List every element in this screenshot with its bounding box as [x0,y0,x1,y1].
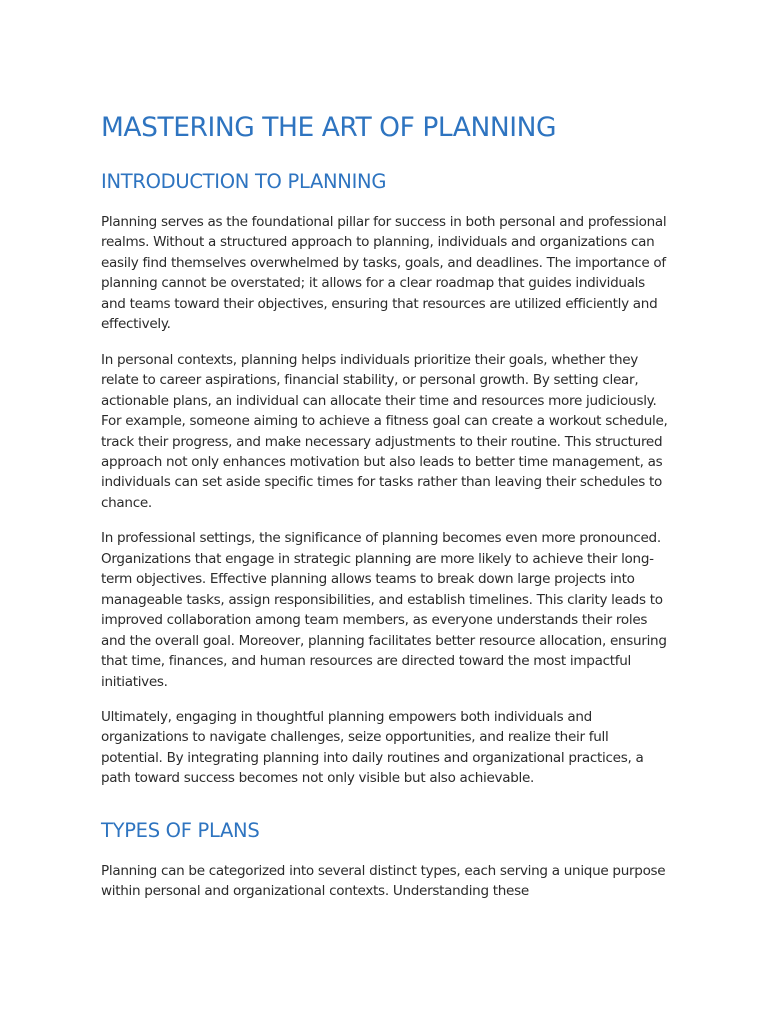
document-title: MASTERING THE ART OF PLANNING [101,112,557,143]
paragraph-intro-2: In personal contexts, planning helps individuals prioritize their goals, whether they relate to career aspirations, financial stability, or personal growth. By setting clear, actionable plans, an individual can allocate their time and resources more judiciously. For example, someone aiming to achieve a fitness goal can create a workout schedule, track their progress, and make necessary adjustments to their routine. This structured approach not only enhances motivation but also leads to better time management, as individuals can set aside specific times for tasks rather than leaving their schedules to chance. [101,351,668,511]
paragraph-intro-1: Planning serves as the foundational pillar for success in both personal and professional realms. Without a structured approach to planning, individuals and organizations can easily find themselves overwhelmed by tasks, goals, and deadlines. The importance of planning cannot be overstated; it allows for a clear roadmap that guides individuals and teams toward their objectives, ensuring that resources are utilized efficiently and effectively. [101,214,667,333]
section-types-of-plans [101,817,681,902]
document-page [101,110,681,902]
paragraph-intro-3: In professional settings, the significance of planning becomes even more pronounced. Organizations that engage in strategic planning are more likely to achieve their long-term objectives. Effective planning allows teams to break down large projects into manageable tasks, assign responsibilities, and establish timelines. This clarity leads to improved collaboration among team members, as everyone understands their roles and the overall goal. Moreover, planning facilitates better resource allocation, ensuring that time, finances, and human resources are directed toward the most impactful initiatives. [101,530,667,690]
section-heading-types-of-plans: TYPES OF PLANS [101,818,260,842]
section-heading-introduction: INTRODUCTION TO PLANNING [101,170,387,193]
section-introduction [101,168,681,789]
paragraph-types-1: Planning can be categorized into several distinct types, each serving a unique purpose within personal and organizational contexts. Understanding these [101,862,666,900]
paragraph-intro-4: Ultimately, engaging in thoughtful planning empowers both individuals and organizations to navigate challenges, seize opportunities, and realize their full potential. By integrating planning into daily routines and organizational practices, a path toward success becomes not only visible but also achievable. [101,708,644,787]
